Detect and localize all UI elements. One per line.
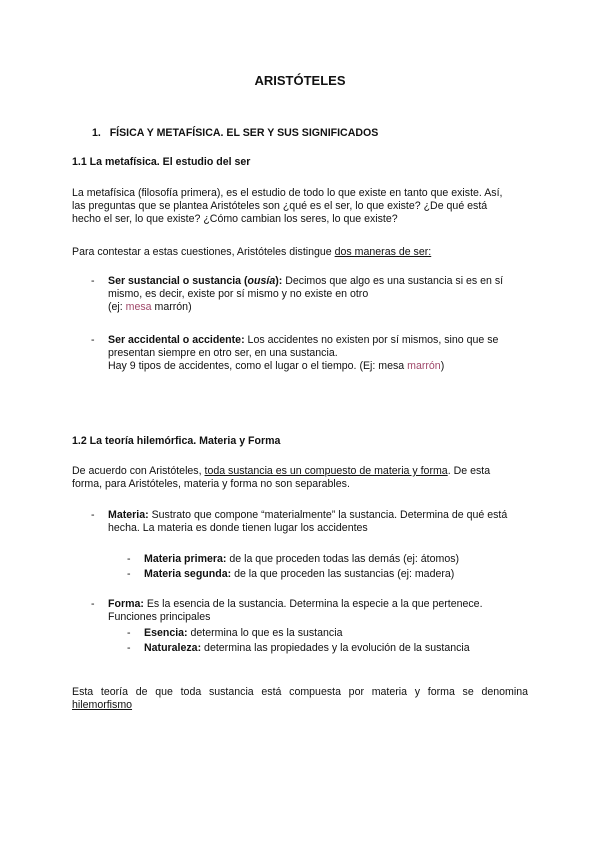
sub-bullet-naturaleza — [144, 642, 534, 655]
bullet-text: determina las propiedades y la evolución de la sustancia — [201, 642, 470, 654]
bold-term: Forma: — [108, 598, 144, 610]
bullet-substance — [108, 275, 528, 314]
bullet-text: hecha. La materia es donde tienen lugar los accidentes — [108, 522, 368, 534]
underlined-text: toda sustancia es un compuesto de materia y forma — [204, 465, 448, 477]
bullet-text: determina lo que es la sustancia — [187, 627, 343, 639]
bullet-text: Es la esencia de la sustancia. Determina la especie a la que pertenece. — [143, 598, 483, 610]
bullet-text: de la que proceden las sustancias (ej: madera) — [231, 568, 455, 580]
metaphysics-paragraph — [72, 187, 528, 226]
bullet-text: Funciones principales — [108, 611, 211, 623]
ways-of-being-paragraph — [72, 246, 528, 259]
paragraph-text: Para contestar a estas cuestiones, Aristóteles distingue — [72, 246, 335, 258]
highlighted-word: mesa — [125, 301, 152, 313]
paragraph-line: forma, para Aristóteles, materia y forma no son separables. — [72, 478, 350, 490]
paragraph-text: . De esta — [447, 465, 491, 477]
section-title: FÍSICA Y METAFÍSICA. EL SER Y SUS SIGNIFICADOS — [109, 127, 379, 139]
sub-bullet-materia-primera — [144, 553, 534, 566]
paragraph-text: De acuerdo con Aristóteles, — [72, 465, 205, 477]
bullet-dash: - — [91, 598, 95, 610]
example-text: (ej: — [108, 301, 126, 313]
bullet-text: presentan siempre en otro ser, en una sustancia. — [108, 347, 338, 359]
bullet-text: Sustrato que compone “materialmente” la sustancia. Determina de qué está — [148, 509, 508, 521]
bullet-dash: - — [91, 334, 95, 346]
paragraph-line: las preguntas que se plantea Aristóteles son ¿qué es el ser, lo que existe? ¿De qué está — [72, 200, 488, 212]
bullet-text: Decimos que algo es una sustancia si es en sí — [282, 275, 504, 287]
sub-bullet-esencia — [144, 627, 534, 640]
bold-term: Materia segunda: — [144, 568, 232, 580]
bold-term: Materia: — [108, 509, 149, 521]
bullet-forma — [108, 598, 528, 624]
hylomorphism-paragraph — [72, 465, 528, 491]
paragraph-line: hecho el ser, lo que existe? ¿Cómo cambian los seres, lo que existe? — [72, 213, 398, 225]
underlined-text: hilemorfismo — [72, 699, 133, 711]
subsection-1-1-heading: 1.1 La metafísica. El estudio del ser — [72, 156, 251, 168]
bold-term-end: ): — [275, 275, 283, 287]
bullet-text: ) — [440, 360, 445, 372]
example-text: marrón) — [151, 301, 192, 313]
bullet-dash: - — [91, 509, 95, 521]
section-1-heading — [92, 127, 378, 140]
bullet-materia — [108, 509, 528, 535]
sub-bullet-materia-segunda — [144, 568, 534, 581]
sub-bullet-dash: - — [127, 553, 131, 565]
paragraph-line: La metafísica (filosofía primera), es el estudio de todo lo que existe en tanto que existe. Así, — [72, 187, 503, 199]
bullet-accident — [108, 334, 528, 373]
section-number: 1. — [92, 127, 101, 139]
italic-term: ousía — [247, 275, 276, 287]
bold-term: Ser sustancial o sustancia ( — [108, 275, 248, 287]
bullet-text: de la que proceden todas las demás (ej: átomos) — [226, 553, 460, 565]
bold-term: Esencia: — [144, 627, 188, 639]
subsection-1-2-heading: 1.2 La teoría hilemórfica. Materia y Forma — [72, 435, 281, 447]
bullet-text: Los accidentes no existen por sí mismos, sino que se — [244, 334, 499, 346]
closing-paragraph — [72, 686, 528, 712]
document-title: ARISTÓTELES — [254, 73, 346, 88]
bullet-text: Hay 9 tipos de accidentes, como el lugar o el tiempo. (Ej: mesa — [108, 360, 408, 372]
underlined-text: dos maneras de ser: — [334, 246, 432, 258]
bullet-dash: - — [91, 275, 95, 287]
sub-bullet-dash: - — [127, 642, 131, 654]
bold-term: Ser accidental o accidente: — [108, 334, 245, 346]
bold-term: Materia primera: — [144, 553, 227, 565]
bold-term: Naturaleza: — [144, 642, 202, 654]
highlighted-word: marrón — [407, 360, 441, 372]
sub-bullet-dash: - — [127, 568, 131, 580]
sub-bullet-dash: - — [127, 627, 131, 639]
paragraph-line: Esta teoría de que toda sustancia está compuesta por materia y forma se denomina — [72, 686, 528, 698]
bullet-text: mismo, es decir, existe por sí mismo y no existe en otro — [108, 288, 369, 300]
